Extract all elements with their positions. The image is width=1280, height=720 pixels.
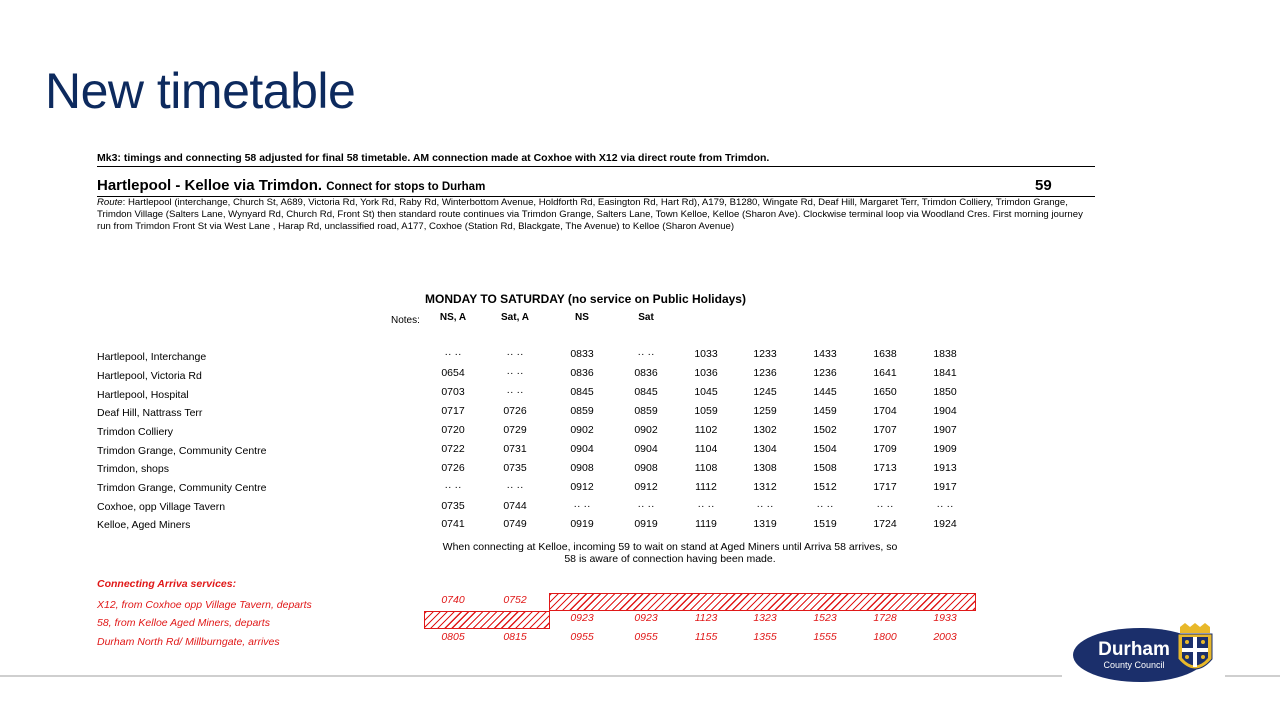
time-cell: 1502 (813, 424, 837, 436)
time-cell: ·· ·· (697, 500, 715, 512)
time-cell: 0845 (570, 386, 594, 398)
connection-time: 0955 (634, 631, 658, 643)
time-cell: ·· ·· (573, 500, 591, 512)
time-cell: 1924 (933, 518, 957, 530)
time-cell: 1319 (753, 518, 777, 530)
time-cell: 1459 (813, 405, 837, 417)
time-cell: 1519 (813, 518, 837, 530)
route-description (97, 197, 1097, 233)
route-name: Hartlepool - Kelloe via Trimdon. (97, 177, 323, 194)
connection-stop: X12, from Coxhoe opp Village Tavern, departs (97, 599, 312, 611)
connection-time: 1933 (933, 612, 957, 624)
connection-time: 1123 (694, 612, 718, 624)
connection-time: 0805 (441, 631, 465, 643)
time-cell: 1838 (933, 348, 957, 360)
connection-time: 0752 (503, 594, 527, 606)
time-cell: 1108 (694, 462, 718, 474)
time-cell: 1913 (933, 462, 957, 474)
time-cell: 0741 (441, 518, 465, 530)
time-cell: 1033 (694, 348, 718, 360)
divider (97, 166, 1095, 167)
time-cell: ·· ·· (444, 348, 462, 360)
time-cell: 1907 (933, 424, 957, 436)
time-cell: 1045 (694, 386, 718, 398)
time-cell: 0908 (634, 462, 658, 474)
time-cell: 0703 (441, 386, 465, 398)
time-cell: 1724 (873, 518, 897, 530)
stop-name: Hartlepool, Interchange (97, 351, 207, 363)
time-cell: 0729 (503, 424, 527, 436)
time-cell: 1112 (695, 481, 717, 493)
stop-name: Kelloe, Aged Miners (97, 519, 191, 531)
logo-subtitle: County Council (1103, 660, 1165, 670)
time-cell: 1236 (753, 367, 777, 379)
time-cell: ·· ·· (756, 500, 774, 512)
time-cell: 0654 (441, 367, 465, 379)
stop-name: Trimdon Colliery (97, 426, 174, 438)
connection-time: 0923 (570, 612, 594, 624)
time-cell: 0919 (634, 518, 658, 530)
time-cell: ·· ·· (506, 367, 524, 379)
connection-time: 0923 (634, 612, 658, 624)
time-cell: 1717 (873, 481, 897, 493)
time-cell: 0902 (634, 424, 658, 436)
stop-name: Trimdon Grange, Community Centre (97, 482, 267, 494)
time-cell: 1713 (873, 462, 897, 474)
time-cell: 0908 (570, 462, 594, 474)
notes-label: Notes: (391, 315, 420, 326)
time-cell: ·· ·· (936, 500, 954, 512)
time-cell: 1245 (753, 386, 777, 398)
time-cell: 0726 (503, 405, 527, 417)
column-note: NS (575, 312, 589, 323)
time-cell: 0735 (441, 500, 465, 512)
time-cell: 1504 (813, 443, 837, 455)
time-cell: 1308 (753, 462, 777, 474)
durham-county-council-logo (1072, 621, 1220, 683)
time-cell: 0836 (570, 367, 594, 379)
time-cell: 1036 (694, 367, 718, 379)
time-cell: 0722 (441, 443, 465, 455)
connection-time: 0955 (570, 631, 594, 643)
stop-name: Deaf Hill, Nattrass Terr (97, 407, 203, 419)
time-cell: 1259 (753, 405, 777, 417)
time-cell: 0720 (441, 424, 465, 436)
time-cell: 1312 (753, 481, 777, 493)
route-text: : Hartlepool (interchange, Church St, A689, Victoria Rd, York Rd, Raby Rd, Winterbottom Avenue, Holdforth Rd, Easington Rd, Hart Rd), A179, B1280, Wingate Rd, Deaf Hill, Margaret Terr, Trimdon Colliery, Trimdon Grange, Trimdon Village (Salters Lane, Wynyard Rd, Church Rd, Front St) then standard route continues via Trimdon Grange, Salters Lane, Town Kelloe, Kelloe (Sharon Ave). Clockwise terminal loop via Woodland Cres. First morning journey run from Trimdon Front St via West Lane , Harap Rd, unclassified road, A177, Coxhoe (Station Rd, Blackgate, The Avenue) to Kelloe (Sharon Avenue) (97, 197, 1083, 232)
time-cell: 1841 (933, 367, 957, 379)
time-cell: 0904 (570, 443, 594, 455)
time-cell: 1059 (694, 405, 718, 417)
column-note: Sat (638, 312, 654, 323)
time-cell: ·· ·· (637, 500, 655, 512)
time-cell: ·· ·· (506, 481, 524, 493)
connection-time: 0815 (503, 631, 527, 643)
slide-title: New timetable (45, 63, 356, 119)
time-cell: 1508 (813, 462, 837, 474)
time-cell: 0833 (570, 348, 594, 360)
time-cell: 1909 (933, 443, 957, 455)
time-cell: 1104 (694, 443, 718, 455)
route-title (97, 177, 485, 194)
time-cell: ·· ·· (637, 348, 655, 360)
connection-time: 0740 (441, 594, 465, 606)
time-cell: 0912 (634, 481, 658, 493)
time-cell: 1850 (933, 386, 957, 398)
remark-line: 58 is aware of connection having been made. (564, 553, 776, 565)
time-cell: 0859 (570, 405, 594, 417)
connection-time: 1728 (873, 612, 897, 624)
time-cell: 1236 (813, 367, 837, 379)
time-cell: 0904 (634, 443, 658, 455)
connection-time: 1355 (753, 631, 777, 643)
time-cell: 0735 (503, 462, 527, 474)
connection-stop: 58, from Kelloe Aged Miners, departs (97, 617, 270, 629)
time-cell: 1638 (873, 348, 897, 360)
time-cell: 1641 (873, 367, 897, 379)
time-cell: 1445 (813, 386, 837, 398)
no-connection-hatch (424, 611, 550, 629)
time-cell: 0749 (503, 518, 527, 530)
route-subtitle: Connect for stops to Durham (326, 181, 486, 193)
time-cell: ·· ·· (506, 386, 524, 398)
connection-time: 1800 (873, 631, 897, 643)
time-cell: 1904 (933, 405, 957, 417)
time-cell: 1512 (813, 481, 837, 493)
time-cell: 0859 (634, 405, 658, 417)
time-cell: ·· ·· (506, 348, 524, 360)
revision-note: Mk3: timings and connecting 58 adjusted for final 58 timetable. AM connection made at Coxhoe with X12 via direct route from Trimdon. (97, 152, 770, 164)
footer-rule (0, 675, 1062, 677)
route-number: 59 (1035, 177, 1052, 194)
timetable-heading: MONDAY TO SATURDAY (no service on Public Holidays) (425, 292, 746, 306)
column-note: Sat, A (501, 312, 529, 323)
time-cell: 1119 (695, 518, 717, 530)
connection-remark (420, 541, 920, 565)
stop-name: Coxhoe, opp Village Tavern (97, 501, 226, 513)
connection-time: 1523 (813, 612, 837, 624)
time-cell: 0912 (570, 481, 594, 493)
time-cell: 1709 (873, 443, 897, 455)
connection-time: 1555 (813, 631, 837, 643)
time-cell: 1650 (873, 386, 897, 398)
no-connection-hatch (549, 593, 976, 611)
connection-stop: Durham North Rd/ Millburngate, arrives (97, 636, 280, 648)
crest-icon (1178, 623, 1212, 669)
stop-name: Trimdon, shops (97, 463, 169, 475)
column-note: NS, A (439, 312, 467, 323)
time-cell: 0731 (503, 443, 527, 455)
time-cell: ·· ·· (444, 481, 462, 493)
time-cell: 1304 (753, 443, 777, 455)
connection-time: 2003 (933, 631, 957, 643)
time-cell: 0902 (570, 424, 594, 436)
time-cell: 1302 (753, 424, 777, 436)
time-cell: 0717 (441, 405, 465, 417)
connections-title: Connecting Arriva services: (97, 578, 237, 590)
time-cell: 0726 (441, 462, 465, 474)
time-cell: 0836 (634, 367, 658, 379)
stop-name: Hartlepool, Hospital (97, 389, 189, 401)
time-cell: 1704 (873, 405, 897, 417)
route-label: Route (97, 197, 123, 208)
time-cell: 0744 (503, 500, 527, 512)
logo-name: Durham (1098, 639, 1170, 660)
time-cell: 1433 (813, 348, 837, 360)
time-cell: 1233 (753, 348, 777, 360)
time-cell: 0845 (634, 386, 658, 398)
connection-time: 1155 (694, 631, 718, 643)
stop-name: Trimdon Grange, Community Centre (97, 445, 267, 457)
time-cell: 1917 (933, 481, 957, 493)
time-cell: ·· ·· (816, 500, 834, 512)
remark-line: When connecting at Kelloe, incoming 59 to wait on stand at Aged Miners until Arriva 58 arrives, so (442, 541, 898, 553)
time-cell: 0919 (570, 518, 594, 530)
stop-name: Hartlepool, Victoria Rd (97, 370, 202, 382)
footer-rule (1225, 675, 1280, 677)
time-cell: 1102 (694, 424, 718, 436)
time-cell: 1707 (873, 424, 897, 436)
connection-time: 1323 (753, 612, 777, 624)
time-cell: ·· ·· (876, 500, 894, 512)
